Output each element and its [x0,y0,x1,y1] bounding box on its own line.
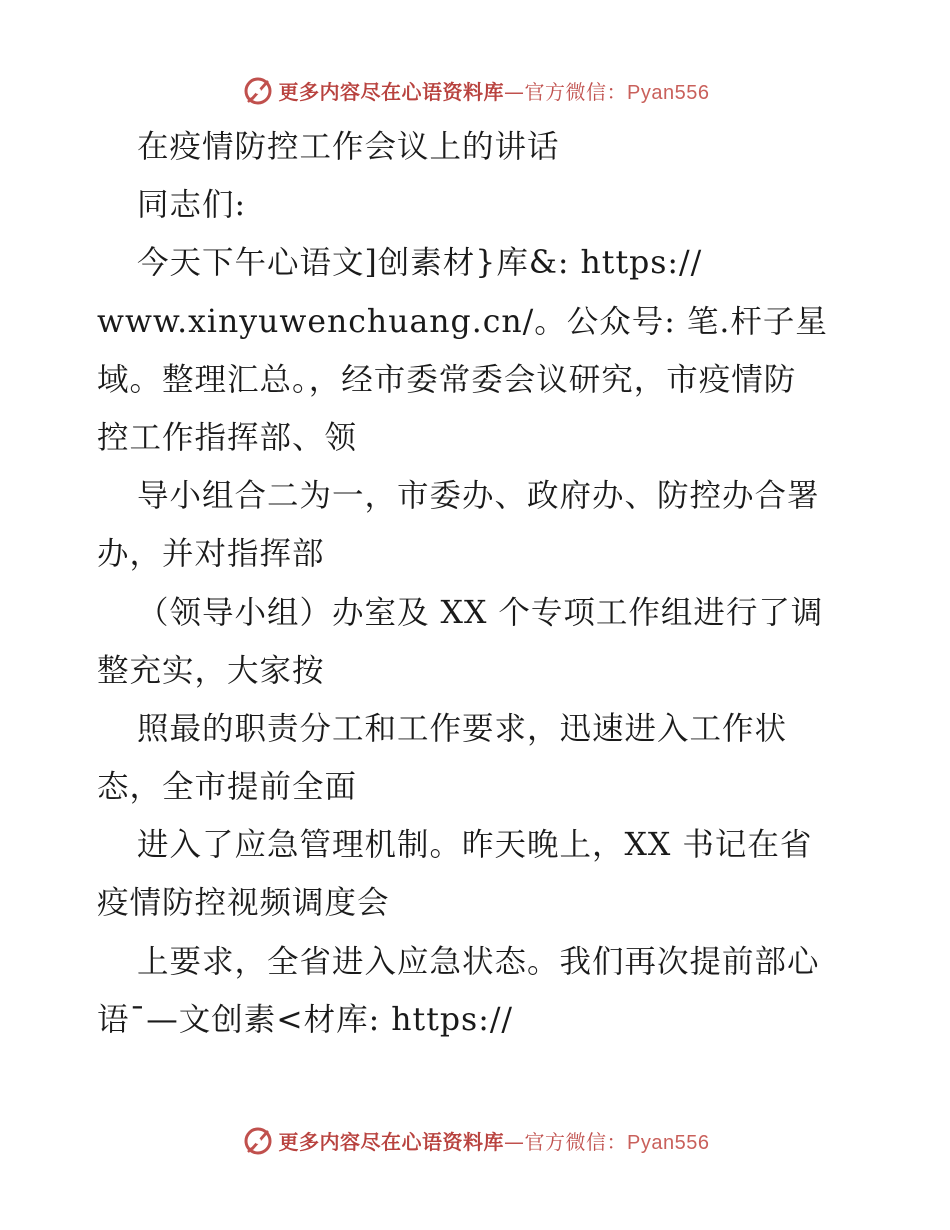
header-banner [0,70,950,110]
quill-ink-logo-icon [241,73,275,107]
body-line: 控工作指挥部、领 [97,419,358,456]
document-body [97,118,857,1049]
banner-text [279,76,710,105]
body-line: 疫情防控视频调度会 [97,885,390,922]
body-line: （领导小组）办室及 XX 个专项工作组进行了调 [137,594,824,631]
body-line: 办，并对指挥部 [97,536,325,573]
banner-text [279,1126,710,1155]
banner-official-label: 官方微信： [524,79,628,104]
salutation: 同志们: [137,187,247,224]
body-line: 进入了应急管理机制。昨天晚上，XX 书记在省 [137,827,813,864]
banner-wechat-id: Pyan556 [627,81,710,104]
quill-ink-logo-icon [241,1123,275,1157]
body-line: 照最的职责分工和工作要求，迅速进入工作状 [137,710,788,747]
banner-main-text: 更多内容尽在心语资料库 [278,79,505,104]
body-line: 上要求，全省进入应急状态。我们再次提前部心 [137,943,820,980]
footer-banner [0,1120,950,1160]
body-line: 态，全市提前全面 [97,769,358,806]
body-line: 导小组合二为一，市委办、政府办、防控办合署 [137,478,820,515]
banner-separator: — [504,79,525,104]
body-line: 域。整理汇总。，经市委常委会议研究，市疫情防 [97,361,797,398]
banner-main-text: 更多内容尽在心语资料库 [278,1129,505,1154]
document-title: 在疫情防控工作会议上的讲话 [137,129,560,165]
body-line: 整充实，大家按 [97,652,325,689]
banner-separator: — [504,1129,525,1154]
body-line: www.xinyuwenchuang.cn/。公众号: 笔.杆子星 [97,303,828,340]
banner-official-label: 官方微信： [524,1129,628,1154]
body-line: 语¯—文创素<材库: https:// [97,1001,514,1038]
banner-wechat-id: Pyan556 [627,1131,710,1154]
body-line: 今天下午心语文]创素材}库&: https:// [137,245,703,282]
